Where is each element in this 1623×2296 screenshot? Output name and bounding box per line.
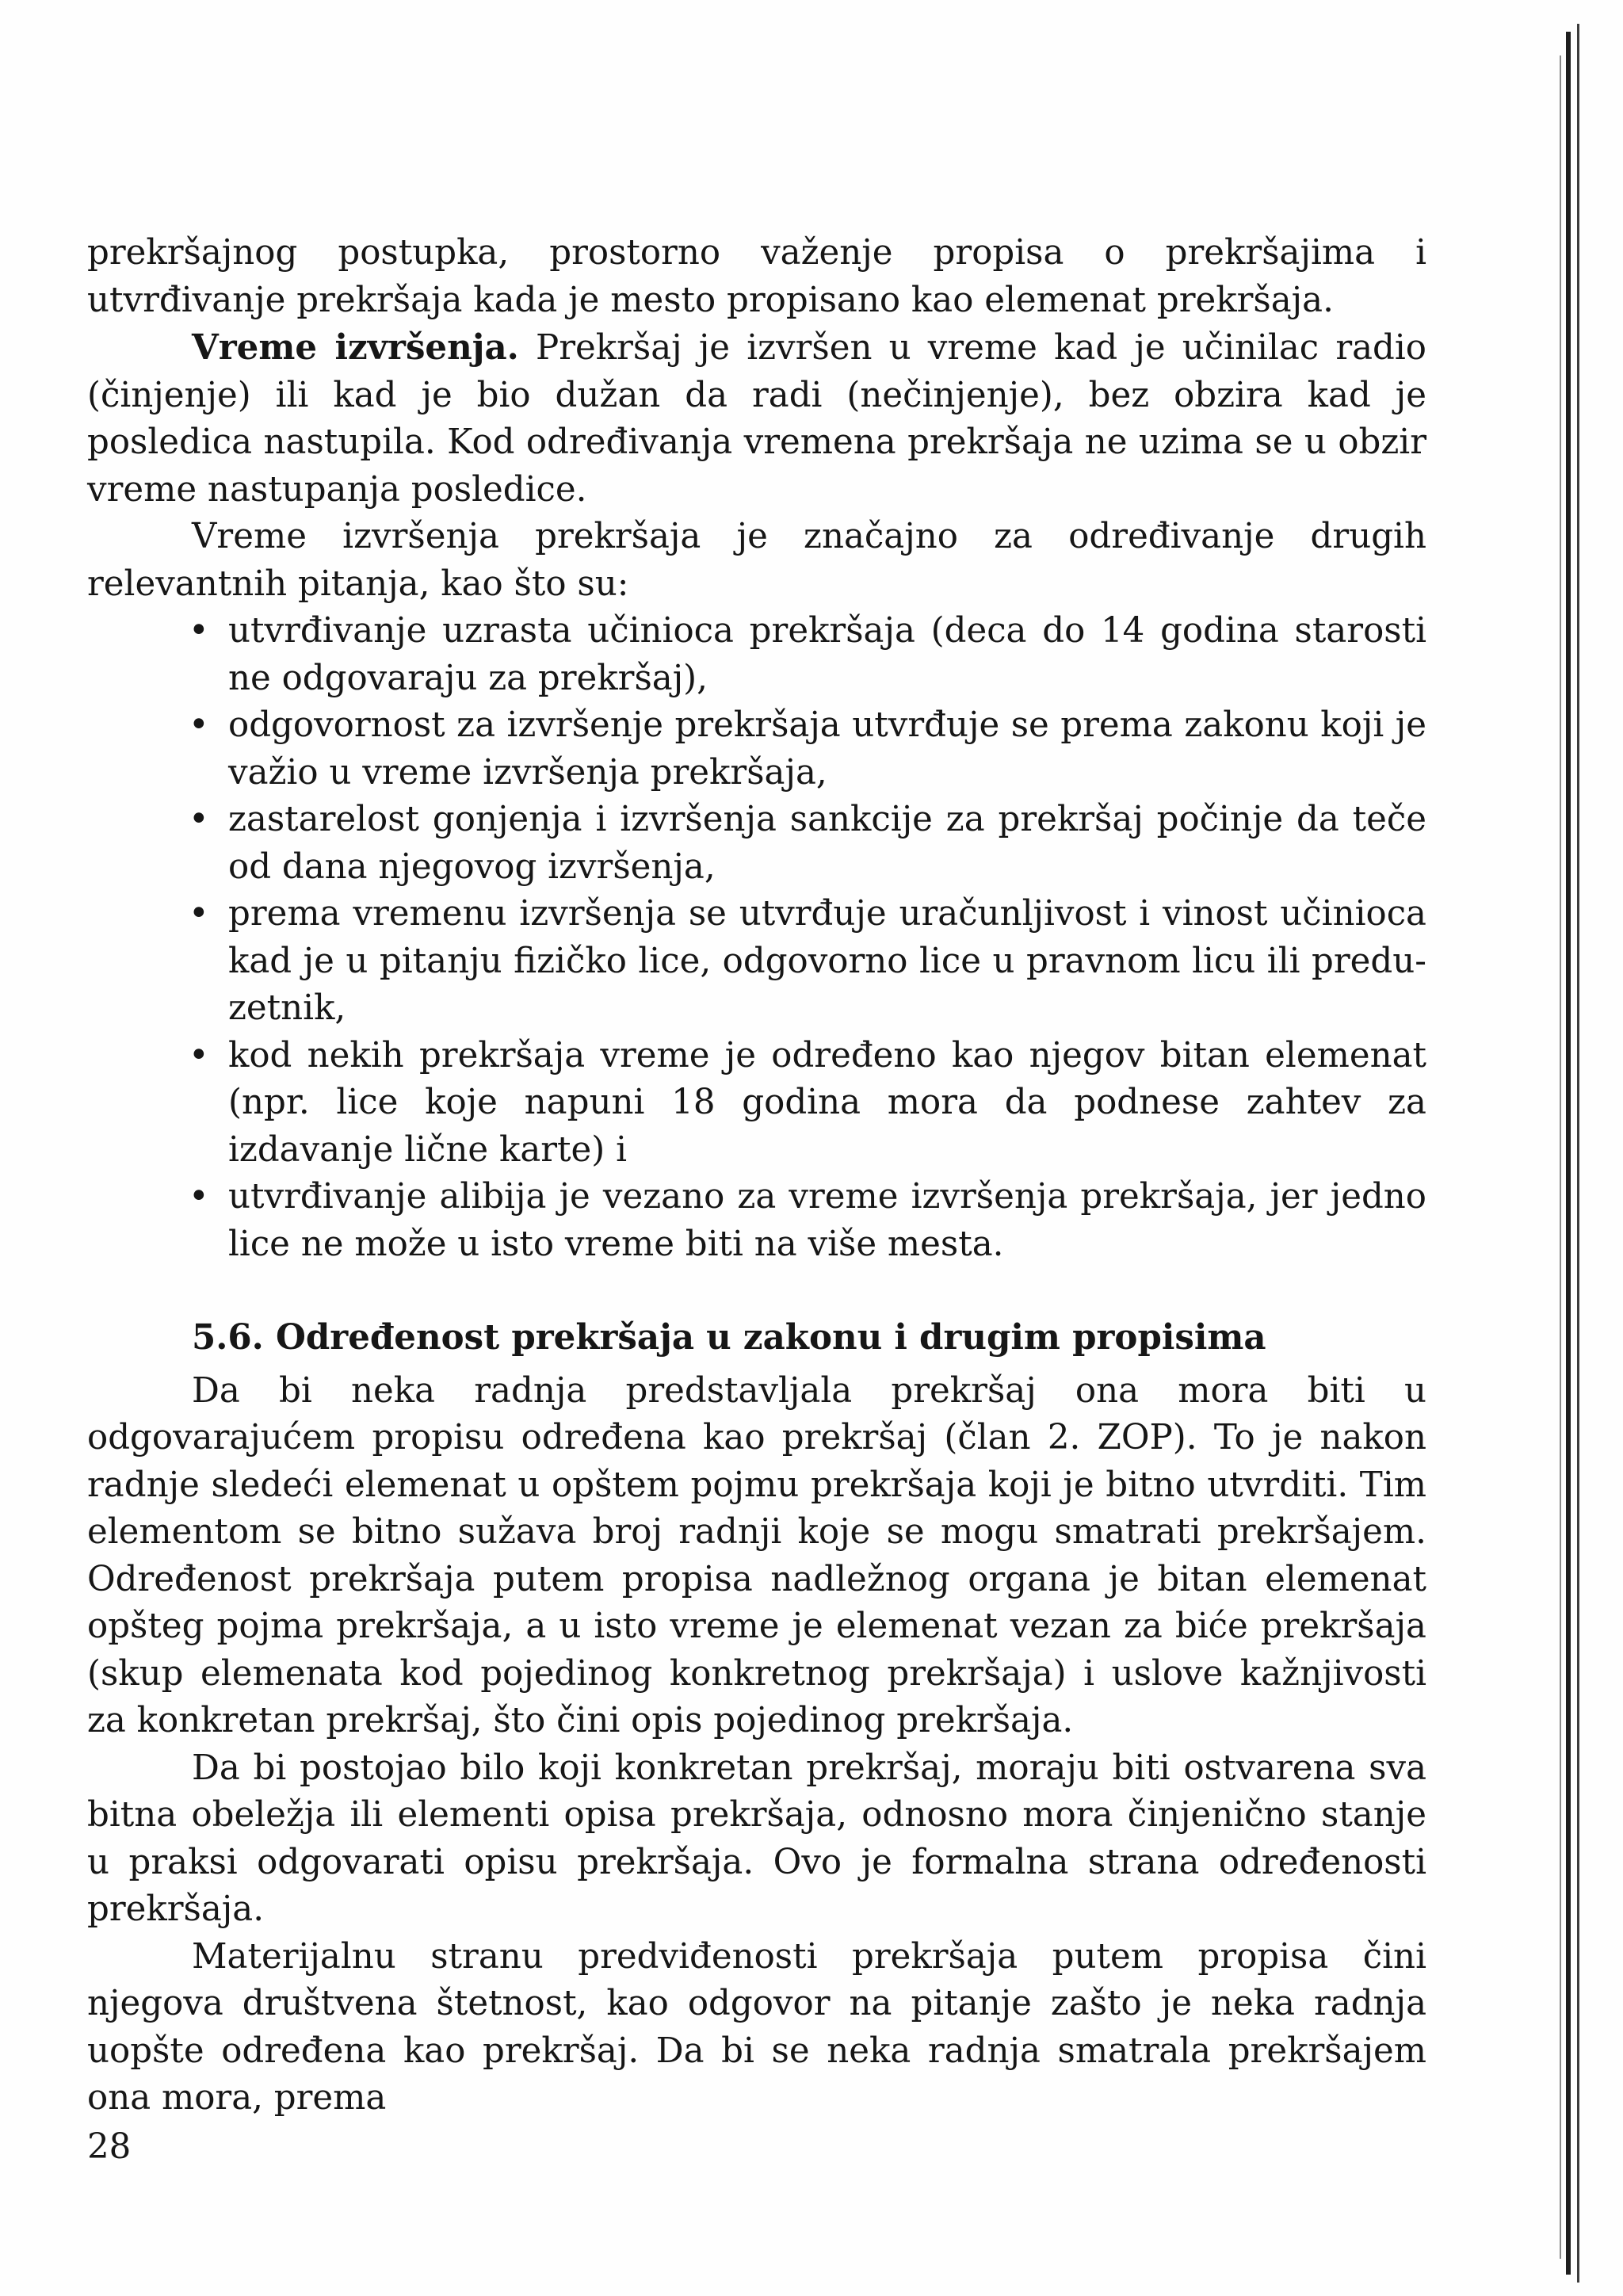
paragraph-section-3: Materijalnu stranu predviđenosti prekršaja putem propisa čini njegova društvena štetnost, kao odgovor na pitanje zašto je neka radnja uopšte određena kao prekršaj. Da bi se neka radnja smatrala prekršajem ona mora, prema: [87, 1936, 1426, 2118]
list-item: [87, 1033, 1426, 1175]
bullet-icon: •: [189, 1035, 209, 1075]
binding-edge: [1566, 32, 1571, 2275]
section-heading: 5.6. Određenost prekršaja u zakonu i drugim propisima: [192, 1317, 1266, 1358]
binding-edge-shadow: [1560, 55, 1561, 2259]
list-item-text: odgovornost za izvršenje prekršaja utvrđuje se prema zakonu koji je važio u vreme izvršenja prekršaja,: [228, 705, 1426, 793]
list-item: [87, 608, 1426, 702]
list-item: [87, 702, 1426, 797]
binding-edge-outer: [1577, 24, 1579, 2283]
bullet-list: [87, 608, 1426, 1268]
paragraph-vreme-text: Prekršaj je izvršen u vreme kad je učinilac radio (činjenje) ili kad je bio dužan da radi (nečinjenje), bez obzira kad je posledica nastupila. Kod određivanja vremena prekršaja ne uzima se u obzir vreme nastupanja posledice.: [87, 328, 1426, 510]
list-item: [87, 797, 1426, 891]
list-item: [87, 891, 1426, 1033]
list-item-text: zastarelost gonjenja i izvršenja sankcije za prekršaj počinje da teče od dana njegovog izvršenja,: [228, 800, 1426, 887]
bullet-icon: •: [189, 894, 209, 934]
list-item: [87, 1174, 1426, 1268]
paragraph-list-intro: Vreme izvršenja prekršaja je značajno za određivanje drugih relevantnih pitanja, kao što su:: [87, 517, 1426, 604]
bullet-icon: •: [189, 1177, 209, 1217]
bullet-icon: •: [189, 611, 209, 651]
term-vreme-izvrsenja: Vreme izvršenja.: [192, 327, 519, 368]
paragraph-intro: prekršajnog postupka, prostorno važenje propisa o prekršajima i utvrđivanje prekršaja kada je mesto propisano kao elemenat prekršaja.: [87, 233, 1426, 320]
paragraph-section-2: Da bi postojao bilo koji konkretan prekršaj, moraju biti ostvarena sva bitna obeležja ili elementi opisa prekršaja, odnosno mora činjenično stanje u praksi odgovarati opisu prekršaja. Ovo je formalna strana određenosti prekršaja.: [87, 1748, 1426, 1929]
list-item-text: utvrđivanje uzrasta učinioca prekršaja (deca do 14 godina starosti ne odgovaraju za prekršaj),: [228, 611, 1426, 698]
list-item-text: kod nekih prekršaja vreme je određeno kao njegov bitan elemenat (npr. lice koje napuni 18 godina mora da podnese zahtev za izdavanje lične karte) i: [228, 1035, 1426, 1170]
page-body: [87, 230, 1426, 2122]
page-number: 28: [87, 2127, 132, 2167]
bullet-icon: •: [189, 705, 209, 745]
list-item-text: prema vremenu izvršenja se utvrđuje uračunljivost i vinost učinioca kad je u pitanju fizičko lice, odgovorno lice u pravnom licu ili preduzetnik,: [228, 894, 1426, 1028]
paragraph-section-1: Da bi neka radnja predstavljala prekršaj ona mora biti u odgovarajućem propisu određena kao prekršaj (član 2. ZOP). To je nakon radnje sledeći elemenat u opštem pojmu prekršaja koji je bitno utvrditi. Tim elementom se bitno sužava broj radnji koje se mogu smatrati prekršajem. Određenost prekršaja putem propisa nadležnog organa je bitan elemenat opšteg pojma prekršaja, a u isto vreme je elemenat vezan za biće prekršaja (skup elemenata kod pojedinog konkretnog prekršaja) i uslove kažnjivosti za konkretan prekršaj, što čini opis pojedinog prekršaja.: [87, 1370, 1426, 1740]
bullet-icon: •: [189, 800, 209, 839]
list-item-text: utvrđivanje alibija je vezano za vreme izvršenja prekršaja, jer jedno lice ne može u isto vreme biti na više mesta.: [228, 1177, 1426, 1264]
paragraph-vreme-izvrsenja: [87, 324, 1426, 514]
